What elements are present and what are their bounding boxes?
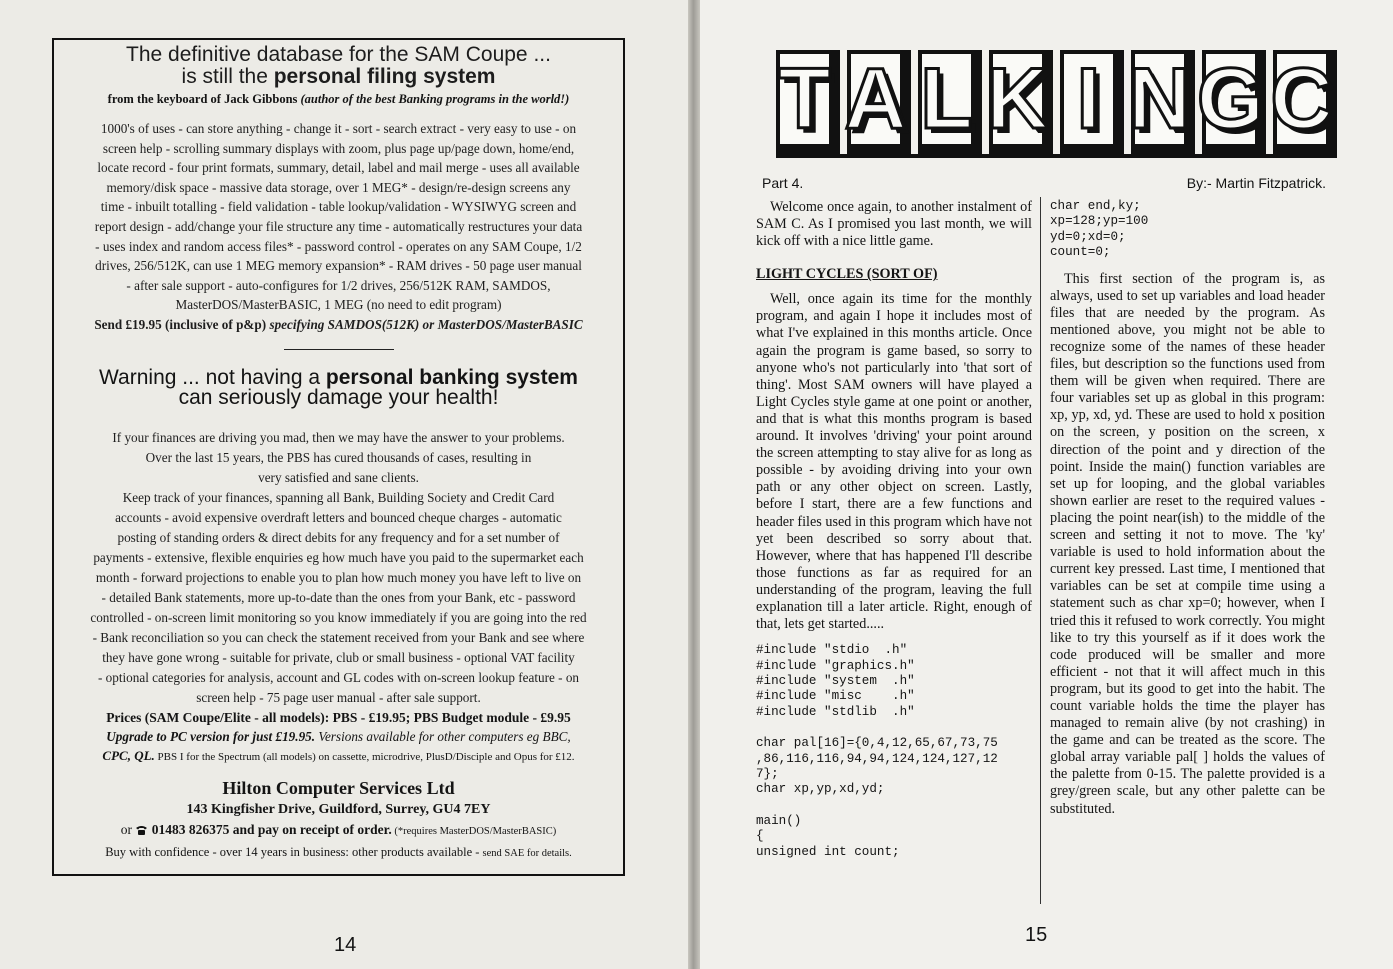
warning-line-2: can seriously damage your health!	[178, 385, 499, 409]
article-column-2	[1050, 199, 1325, 818]
page-number-left: 14	[334, 934, 357, 956]
code-line: char xp,yp,xd,yd;	[756, 782, 885, 797]
advert-headline-2-prefix: is still the	[181, 65, 274, 88]
filing-feature-line: time - inbuilt totalling - field validation - table lookup/validation - WYSIWYG screen and	[100, 199, 577, 215]
prices-line: Prices (SAM Coupe/Elite - all models): PBS - £19.95; PBS Budget module - £9.95	[106, 709, 571, 725]
filing-features	[62, 119, 615, 335]
warning-line-1-bold: personal banking system	[325, 365, 578, 389]
company-address: 143 Kingfisher Drive, Guildford, Surrey, GU4 7EY	[186, 801, 491, 817]
banking-features	[62, 428, 615, 708]
code-line: #include "stdlib .h"	[756, 704, 915, 719]
advert-box	[52, 38, 625, 876]
code-includes	[756, 643, 1032, 720]
filing-feature-line: locate record - four print formats, summary, detail, label and mail merge - uses all available	[97, 160, 580, 176]
buy-line-small: send SAE for details.	[482, 847, 572, 859]
advert-subhead-prefix: from the keyboard of Jack Gibbons	[107, 92, 301, 106]
page-number-right: 15	[1025, 924, 1048, 946]
filing-send-italic: specifying SAMDOS(512K) or MasterDOS/MasterBASIC	[269, 316, 583, 332]
code-line: count=0;	[1050, 245, 1111, 260]
filing-feature-line: MasterDOS/MasterBASIC, 1 MEG (no need to edit program)	[175, 297, 502, 313]
advert-subhead	[62, 92, 615, 107]
filing-feature-line: memory/disk space - massive data storage, over 1 MEG* - design/re-design screens any	[106, 179, 571, 195]
masthead-letter: T	[776, 50, 840, 154]
article-column-1	[756, 199, 1032, 860]
code-line: #include "graphics.h"	[756, 658, 915, 673]
filing-feature-line: report design - add/change your file structure any time - automatically restructures your data	[94, 218, 583, 234]
banking-feature-line: posting of standing orders & direct debits for any frequency and for a set number of	[117, 529, 560, 545]
upgrade-line	[62, 727, 615, 746]
banking-feature-line: very satisfied and sane clients.	[258, 469, 419, 485]
filing-feature-line: screen help - scrolling summary displays with zoom, plus page up/page down, home/end,	[102, 140, 575, 156]
banking-feature-line: - optional categories for analysis, account and GL codes with on-screen lookup feature - on	[97, 669, 580, 685]
phone-number: 01483 826375 and pay on receipt of order.	[148, 821, 392, 837]
warning-line-1-prefix: Warning ... not having a	[99, 365, 326, 389]
body-paragraph-1: Well, once again its time for the monthly program, and again I hope it includes most of what I've explained in this months article. Once again the program is game based, so sorry to anyone who's not particularly into 'that sort of thing'. Most SAM owners will have played a Light Cycles style game at one point or another, and that is what this months program is based around. It involves 'driving' your point around the screen attempting to stay alive for as long as possible - by avoiding driving into your own path or any other object on screen. Lastly, before I start, there are a few functions and header files used in this program which have not yet been described so sorry about that. However, where that has happened I'll describe those functions as far as required for an understanding of the program, leaving the full explanation till a later article. Right, enough of that, lets get started.....	[756, 291, 1032, 633]
warning-line-1	[62, 365, 615, 389]
banking-feature-line: accounts - avoid expensive overdraft letters and bounced cheque charges - automatic	[115, 509, 562, 525]
masthead-letter: L	[918, 50, 982, 154]
masthead-letter: G	[1202, 50, 1266, 154]
warning-headline	[62, 365, 615, 409]
code-line: char end,ky;	[1050, 199, 1141, 213]
part-label: Part 4.	[762, 175, 804, 191]
banking-feature-line: - Bank reconciliation so you can check the statement received from your Bank and see where	[92, 629, 585, 645]
advert-headline-1: The definitive database for the SAM Coupe ...	[126, 43, 551, 66]
filing-feature-line: - after sale support - auto-configures for 1/2 drives, 256/512K RAM, SAMDOS,	[126, 277, 551, 293]
banking-feature-line: screen help - 75 page user manual - after sale support.	[196, 689, 481, 705]
filing-send-bold: Send £19.95 (inclusive of p&p)	[94, 316, 270, 332]
section-heading: LIGHT CYCLES (SORT OF)	[756, 266, 938, 283]
masthead-letter: I	[1060, 50, 1124, 154]
buy-line-text: Buy with confidence - over 14 years in business: other products available -	[105, 844, 483, 859]
masthead-letter: A	[847, 50, 911, 154]
banking-feature-line: - detailed Bank statements, more up-to-date than the ones from your Bank, etc - password	[101, 589, 576, 605]
telephone-icon	[135, 823, 148, 833]
left-page	[0, 0, 688, 969]
code-line: main()	[756, 813, 802, 828]
advert-subhead-italic: (author of the best Banking programs in the world!)	[300, 92, 570, 106]
advert-divider	[284, 349, 394, 350]
company-name: Hilton Computer Services Ltd	[222, 777, 455, 798]
upgrade-line-2	[62, 746, 615, 767]
code-line: unsigned int count;	[756, 844, 900, 859]
code-line: 7};	[756, 767, 779, 781]
masthead-talking-c	[776, 50, 1337, 162]
right-page	[700, 0, 1393, 969]
filing-feature-line: 1000's of uses - can store anything - change it - sort - search extract - very easy to use - on	[100, 121, 577, 136]
code-line: char pal[16]={0,4,12,65,67,73,75	[756, 736, 998, 751]
filing-feature-line: drives, 256/512K, can use 1 MEG memory expansion* - RAM drives - 50 page user manual	[95, 258, 582, 274]
masthead-letter: C	[1273, 50, 1337, 154]
code-line: xp=128;yp=100	[1050, 214, 1149, 229]
masthead-underline	[776, 154, 1337, 158]
phone-note: (*requires MasterDOS/MasterBASIC)	[391, 825, 557, 837]
banking-feature-line: Keep track of your finances, spanning all Bank, Building Society and Credit Card	[122, 489, 555, 505]
code-line: #include "system .h"	[756, 673, 915, 688]
code-line: #include "misc .h"	[756, 689, 915, 704]
body-paragraph-2: This first section of the program is, as always, used to set up variables and load header files that are needed by the program. As mentioned above, you might not be able to recognize some of the names of these header files, but description so the functions used from them will be given when required. There are four variables set up as global in this program: xp, yp, xd, yd. These are used to hold x position on the screen, y position on the screen, x direction of the point and y direction of the point. Inside the main() function variables are set up for looping, and the global variables shown earlier are reset to the required values - placing the point near(ish) to the middle of the screen and setting it not to move. The 'ky' variable is used to hold information about the current key pressed. Last time, I mentioned that variables can be set at compile time using a statement such as char xp=0; however, when I tried this it refused to work correctly. You might like to try this yourself as if it does work the code produced will be smaller and more efficient - not that it will affect much in this program, but its good to get into the habit. The count variable holds the time the player has managed to remain alive (by not crashing) in the game and can be treated as the score. The global array variable pal[ ] holds the values of the palette from 0-15. The palette provided is a grey/green scale, but any other palette can be substituted.	[1050, 270, 1325, 817]
masthead-letter: K	[989, 50, 1053, 154]
upgrade-bold: Upgrade to PC version for just £19.95.	[106, 728, 316, 744]
phone-prefix: or	[120, 821, 136, 837]
upgrade-line-2-rest: PBS I for the Spectrum (all models) on cassette, microdrive, PlusD/Disciple and Opus for £12.	[154, 750, 575, 763]
code-line: ,86,116,116,94,94,124,124,127,12	[756, 751, 998, 766]
banking-feature-line: month - forward projections to enable you to plan how much money you have left to live on	[95, 569, 582, 585]
code-locals	[1050, 199, 1325, 261]
upgrade-rest: Versions available for other computers eg BBC,	[315, 728, 571, 744]
code-line: {	[756, 829, 764, 844]
filing-feature-line: - uses index and random access files* - password control - operates on any SAM Coupe, 1/2	[95, 238, 582, 254]
advert-headline-2	[62, 66, 615, 88]
masthead-letter: N	[1131, 50, 1195, 154]
phone-line	[62, 820, 615, 842]
banking-feature-line: If your finances are driving you mad, then we may have the answer to your problems.	[112, 429, 565, 445]
banking-feature-line: controlled - on-screen limit monitoring so you know immediately if you are going into the red	[90, 609, 587, 625]
author-byline: By:- Martin Fitzpatrick.	[1186, 175, 1326, 191]
code-line: #include "stdio .h"	[756, 643, 908, 658]
banking-feature-line: they have gone wrong - suitable for private, club or small business - optional VAT facility	[102, 649, 575, 665]
book-spine	[688, 0, 700, 969]
column-divider	[1040, 197, 1041, 904]
filing-send-line	[62, 315, 615, 335]
advert-headline-2-bold: personal filing system	[273, 65, 496, 88]
upgrade-line-2-bold: CPC, QL.	[102, 747, 155, 763]
intro-paragraph: Welcome once again, to another instalment of SAM C. As I promised you last month, we will kick off with a nice little game.	[756, 199, 1032, 250]
code-main	[756, 814, 1032, 860]
code-line: yd=0;xd=0;	[1050, 229, 1126, 244]
buy-line	[62, 842, 615, 864]
code-globals	[756, 736, 1032, 798]
banking-feature-line: payments - extensive, flexible enquiries eg how much have you paid to the supermarket each	[93, 549, 584, 565]
banking-feature-line: Over the last 15 years, the PBS has cured thousands of cases, resulting in	[145, 449, 532, 465]
